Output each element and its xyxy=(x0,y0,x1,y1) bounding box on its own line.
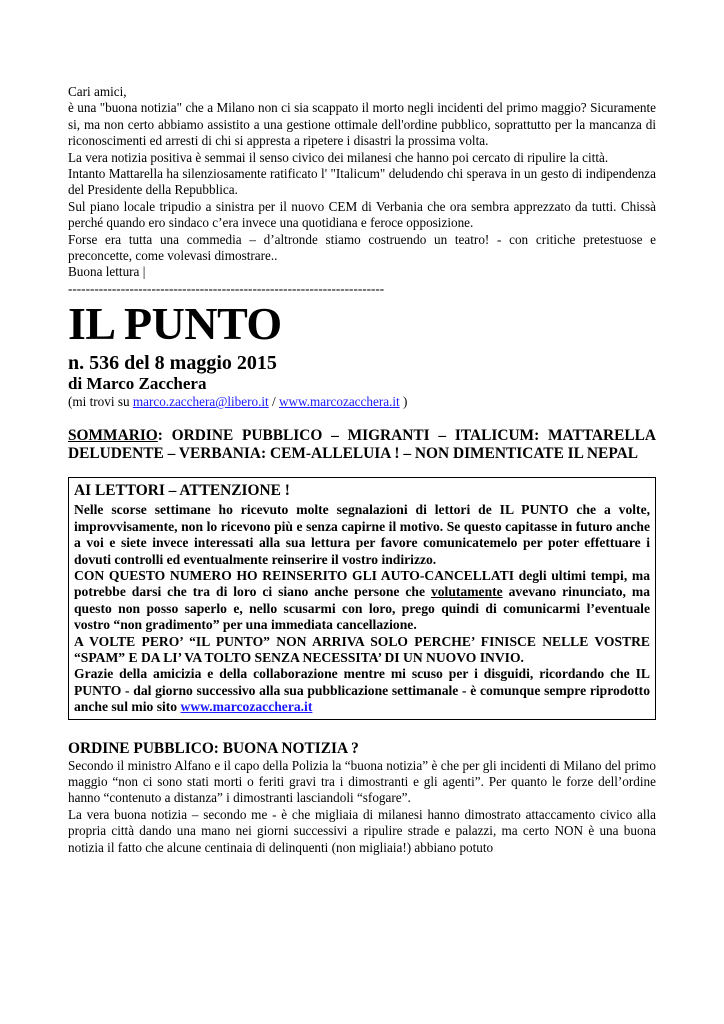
greeting: Cari amici, xyxy=(68,84,127,99)
contact-prefix: (mi trovi su xyxy=(68,394,133,410)
notice-paragraph xyxy=(74,666,650,715)
readers-notice-box xyxy=(68,477,656,719)
section-paragraph: La vera buona notizia – secondo me - è che migliaia di milanesi hanno dimostrato attaccamento civico alla propria città dando una mano nei giorni successivi a ripulire strade e palazzi, ma certo NON è una buona notizia il fatto che alcune centinaia di delinquenti (non migliaia!) abbiano potuto xyxy=(68,806,656,855)
contact-suffix: ) xyxy=(399,394,408,410)
author-line: di Marco Zacchera xyxy=(68,374,207,394)
notice-paragraph xyxy=(74,568,650,634)
dashed-divider: ------------------------------------------------------------------------ xyxy=(68,280,385,296)
notice-title: AI LETTORI – ATTENZIONE ! xyxy=(74,482,290,500)
summary xyxy=(68,427,656,463)
summary-text: : ORDINE PUBBLICO – MIGRANTI – ITALICUM: MATTARELLA DELUDENTE – VERBANIA: CEM-ALLELUIA ! – NON DIMENTICATE IL NEPAL xyxy=(68,427,656,463)
notice-body xyxy=(74,502,650,715)
intro-letter xyxy=(68,84,656,297)
notice-text: Grazie della amicizia e della collaborazione mentre mi scuso per i disguidi, ricordando che IL PUNTO - dal giorno successivo alla sua pubblicazione settimanale - è comunque sempre riprodotto anche sul mio sito xyxy=(74,666,650,715)
intro-paragraph: La vera notizia positiva è semmai il senso civico dei milanesi che hanno poi cercato di ripulire la città. xyxy=(68,149,609,165)
intro-paragraph: Sul piano locale tripudio a sinistra per il nuovo CEM di Verbania che ora sembra apprezzato da tutti. Chissà perché quando ero sindaco c’era invece una quotidiana e feroce opposizione. xyxy=(68,198,656,231)
issue-number: n. 536 del 8 maggio 2015 xyxy=(68,352,277,375)
email-link[interactable]: marco.zacchera@libero.it xyxy=(132,394,269,410)
notice-paragraph: A VOLTE PERO’ “IL PUNTO” NON ARRIVA SOLO PERCHE’ FINISCE NELLE VOSTRE “SPAM” E DA LI’ VA TOLTO SENZA NECESSITA’ DI UN NUOVO INVIO. xyxy=(74,633,650,665)
notice-text: CON QUESTO NUMERO HO REINSERITO GLI AUTO-CANCELLATI degli ultimi tempi, ma potrebbe darsi che tra di loro ci siano anche persone che xyxy=(74,567,650,600)
section-paragraph: Secondo il ministro Alfano e il capo della Polizia la “buona notizia” è che per gli incidenti di Milano del primo maggio “non ci sono stati morti o feriti gravi tra i dimostranti e gli agenti”. Per quanto le forze dell’ordine hanno “contenuto a distanza” i dimostranti lasciandoli “sfogare”. xyxy=(68,757,656,806)
website-link[interactable]: www.marcozacchera.it xyxy=(279,394,400,410)
intro-paragraph: è una "buona notizia" che a Milano non ci sia scappato il morto negli incidenti del primo maggio? Sicuramente si, ma non certo abbiamo assistito a una gestione ottimale dell'ordine pubblico, soprattutto per la mancanza di riconoscimenti ed arresti di chi si appresta a ripetere i disastri la prossima volta. xyxy=(68,100,656,149)
notice-emphasis: volutamente xyxy=(430,584,503,600)
sign-off: Buona lettura | xyxy=(68,264,146,280)
intro-paragraph: Forse era tutta una commedia – d’altronde stiamo costruendo un teatro! - con critiche pretestuose e preconcette, come volevasi dimostrare.. xyxy=(68,231,656,264)
notice-text: avevano rinunciato, ma questo non posso saperlo e, nello scusarmi con loro, prego quindi di comunicarmi l’eventuale vostro “non gradimento” per una immediata cancellazione. xyxy=(74,584,650,633)
section-body xyxy=(68,758,656,856)
contact-line xyxy=(68,394,656,409)
document-page xyxy=(68,84,656,856)
summary-label: SOMMARIO xyxy=(68,427,158,445)
section-heading: ORDINE PUBBLICO: BUONA NOTIZIA ? xyxy=(68,739,359,757)
intro-paragraph: Intanto Mattarella ha silenziosamente ratificato l' "Italicum" deludendo chi sperava in un gesto di indipendenza del Presidente della Repubblica. xyxy=(68,166,656,198)
notice-paragraph: Nelle scorse settimane ho ricevuto molte segnalazioni di lettori de IL PUNTO che a volte, improvvisamente, non lo ricevono più e senza capirne il motivo. Se questo capitasse in futuro anche a voi e siete invece interessati alla sua lettura per favore comunicatemelo per poter effettuare i dovuti controlli ed eventualmente reinserire il vostro indirizzo. xyxy=(74,502,650,567)
newsletter-title: IL PUNTO xyxy=(68,298,282,350)
contact-separator: / xyxy=(268,394,279,410)
notice-website-link[interactable]: www.marcozacchera.it xyxy=(180,699,313,715)
